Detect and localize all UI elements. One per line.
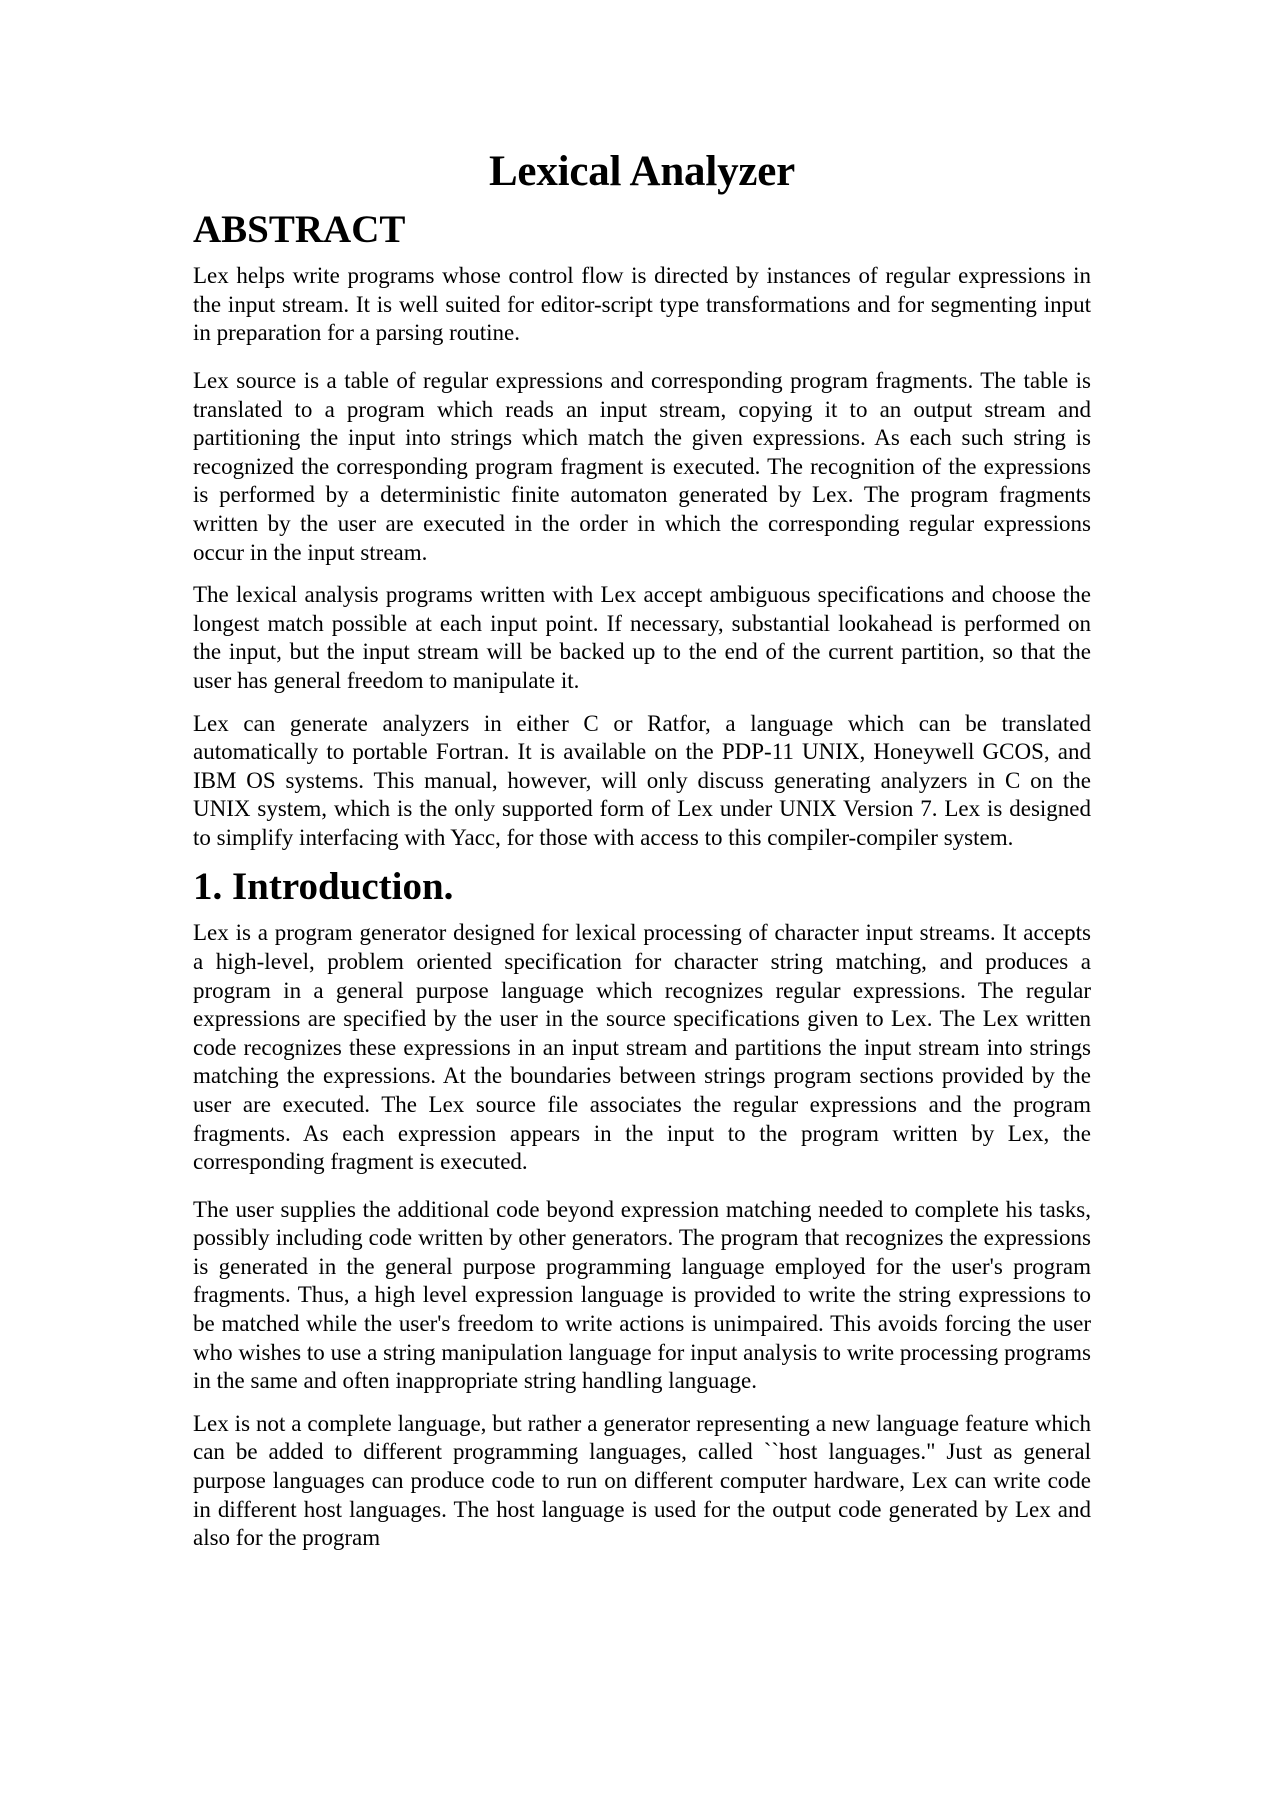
abstract-paragraph: Lex source is a table of regular expressions and corresponding program fragments. The table is translated to a program which reads an input stream, copying it to an output stream and partitioning the input into strings which match the given expressions. As each such string is recognized the corresponding program fragment is executed. The recognition of the expressions is performed by a deterministic finite automaton generated by Lex. The program fragments written by the user are executed in the order in which the corresponding regular expressions occur in the input stream. bbox=[193, 367, 1091, 565]
section-heading-abstract: ABSTRACT bbox=[193, 208, 406, 252]
abstract-paragraph: Lex can generate analyzers in either C or Ratfor, a language which can be translated automatically to portable Fortran. It is available on the PDP-11 UNIX, Honeywell GCOS, and IBM OS systems. This manual, however, will only discuss generating analyzers in C on the UNIX system, which is the only supported form of Lex under UNIX Version 7. Lex is designed to simplify interfacing with Yacc, for those with access to this compiler-compiler system. bbox=[193, 710, 1091, 850]
document-page bbox=[193, 148, 1091, 1553]
introduction-paragraph: Lex is a program generator designed for lexical processing of character input streams. It accepts a high-level, problem oriented specification for character string matching, and produces a program in a general purpose language which recognizes regular expressions. The regular expressions are specified by the user in the source specifications given to Lex. The Lex written code recognizes these expressions in an input stream and partitions the input stream into strings matching the expressions. At the boundaries between strings program sections provided by the user are executed. The Lex source file associates the regular expressions and the program fragments. As each expression appears in the input to the program written by Lex, the corresponding fragment is executed. bbox=[193, 920, 1091, 1175]
abstract-paragraph: The lexical analysis programs written with Lex accept ambiguous specifications and choose the longest match possible at each input point. If necessary, substantial lookahead is performed on the input, but the input stream will be backed up to the end of the current partition, so that the user has general freedom to manipulate it. bbox=[193, 582, 1091, 693]
section-heading-introduction: 1. Introduction. bbox=[193, 865, 454, 909]
document-title: Lexical Analyzer bbox=[488, 148, 796, 195]
introduction-paragraph: The user supplies the additional code beyond expression matching needed to complete his tasks, possibly including code written by other generators. The program that recognizes the expressions is generated in the general purpose programming language employed for the user's program fragments. Thus, a high level expression language is provided to write the string expressions to be matched while the user's freedom to write actions is unimpaired. This avoids forcing the user who wishes to use a string manipulation language for input analysis to write processing programs in the same and often inappropriate string handling language. bbox=[193, 1196, 1091, 1394]
abstract-paragraph: Lex helps write programs whose control flow is directed by instances of regular expressions in the input stream. It is well suited for editor-script type transformations and for segmenting input in preparation for a parsing routine. bbox=[193, 263, 1091, 346]
introduction-paragraph: Lex is not a complete language, but rather a generator representing a new language feature which can be added to different programming languages, called ``host languages." Just as general purpose languages can produce code to run on different computer hardware, Lex can write code in different host languages. The host language is used for the output code generated by Lex and also for the program bbox=[193, 1410, 1091, 1551]
